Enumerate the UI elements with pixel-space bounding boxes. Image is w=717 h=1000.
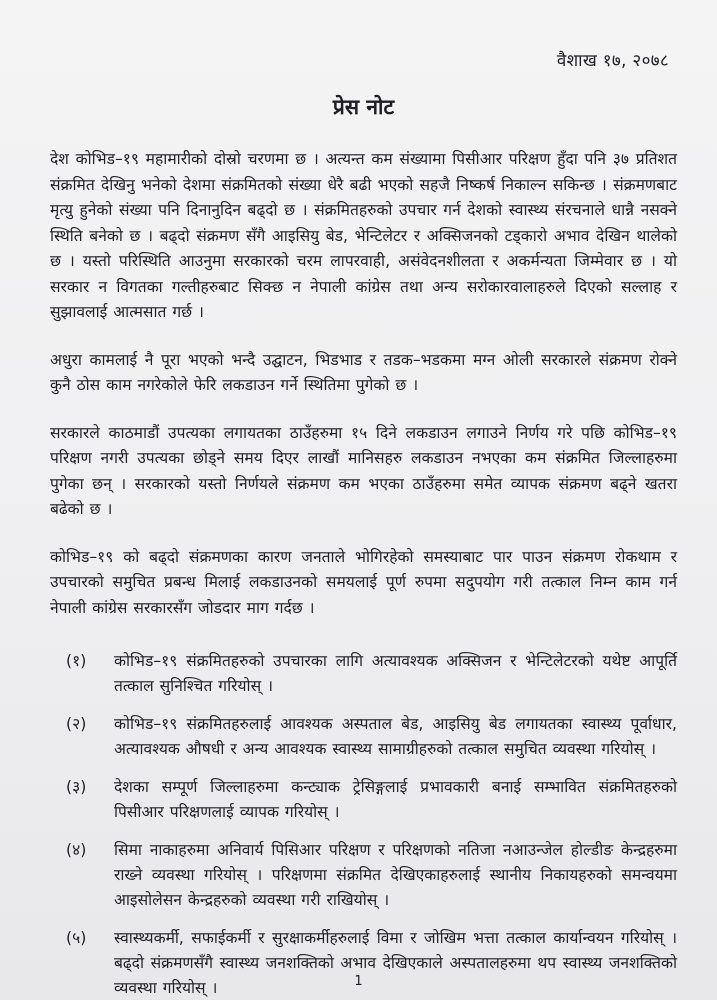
document-title: प्रेस नोट [332,95,395,119]
list-item-number: (५) [66,929,87,947]
list-item-number: (४) [66,841,87,859]
list-item [50,775,677,825]
document-date: वैशाख १७, २०७८ [556,51,669,71]
paragraph-1: देश कोभिड–१९ महामारीको दोस्रो चरणमा छ । अत्यन्त कम संख्यामा पिसीआर परिक्षण हुँदा पनि ३७ प्रतिशत संक्रमित देखिनु भनेको देशमा संक्रमितको संख्या धेरै बढी भएको सहजै निष्कर्ष निकाल्न सकिन्छ । संक्रमणबाट मृत्यु हुनेको संख्या पनि दिनानुदिन बढ्दो छ । संक्रमितहरुको उपचार गर्न देशको स्वास्थ्य संरचनाले धान्नै नसक्ने स्थिति बनेको छ । बढ्दो संक्रमण सँगै आइसियु बेड, भेन्टिलेटर र अक्सिजनको टड्कारो अभाव देखिन थालेको छ । यस्तो परिस्थिति आउनुमा सरकारको चरम लापरवाही, असंवेदनशीलता र अकर्मन्यता जिम्मेवार छ । यो सरकार न विगतका गल्तीहरुबाट सिक्छ न नेपाली कांग्रेस तथा अन्य सरोकारवालाहरुले दिएको सल्लाह र सुझावलाई आत्मसात गर्छ । [50,150,678,321]
list-item-text: सिमा नाकाहरुमा अनिवार्य पिसिआर परिक्षण र परिक्षणको नतिजा नआउन्जेल होल्डीङ केन्द्रहरुमा राख्ने व्यवस्था गरियोस् । परिक्षणमा संक्रमित देखिएकाहरुलाई स्थानीय निकायहरुको समन्वयमा आइसोलेसन केन्द्रहरुको व्यवस्था गरी राखियोस् । [114,841,677,909]
list-item-text: देशका सम्पूर्ण जिल्लाहरुमा कन्ट्याक ट्रेसिङ्गलाई प्रभावकारी बनाई सम्भावित संक्रमितहरुको पिसीआर परिक्षणलाई व्यापक गरियोस् । [114,778,677,821]
demand-list [50,649,677,1000]
list-item-number: (३) [66,778,87,796]
list-item-text: कोभिड–१९ संक्रमितहरुको उपचारका लागि अत्यावश्यक अक्सिजन र भेन्टिलेटरको यथेष्ट आपूर्ति तत्काल सुनिश्चित गरियोस् । [114,652,677,695]
page-number: 1 [354,974,363,989]
paragraph-2: अधुरा कामलाई नै पूरा भएको भन्दै उद्घाटन, भिडभाड र तडक–भडकमा मग्न ओली सरकारले संक्रमण रोक्ने कुनै ठोस काम नगरेकोले फेरि लकडाउन गर्ने स्थितिमा पुगेको छ । [50,350,677,394]
list-item [50,712,677,762]
list-item-number: (१) [66,652,87,670]
list-item-text: स्वास्थ्यकर्मी, सफाईकर्मी र सुरक्षाकर्मीहरुलाई विमा र जोखिम भत्ता तत्काल कार्यान्वयन गरियोस् । बढ्दो संक्रमणसँगै स्वास्थ्य जनशक्तिको अभाव देखिएकाले अस्पतालहरुमा थप स्वास्थ्य जनशक्तिको व्यवस्था गरियोस् । [114,929,677,997]
list-item-text: कोभिड–१९ संक्रमितहरुलाई आवश्यक अस्पताल बेड, आइसियु बेड लगायतका स्वास्थ्य पूर्वाधार, अत्यावश्यक औषधी र अन्य आवश्यक स्वास्थ्य सामाग्रीहरुको तत्काल समुचित व्यवस्था गरियोस् । [114,715,677,758]
list-item [50,649,677,699]
paragraph-4: कोभिड–१९ को बढ्दो संक्रमणका कारण जनताले भोगिरहेको समस्याबाट पार पाउन संक्रमण रोकथाम र उपचारको समुचित प्रबन्ध मिलाई लकडाउनको समयलाई पूर्ण रुपमा सदुपयोग गरी तत्काल निम्न काम गर्न नेपाली कांग्रेस सरकारसँग जोडदार माग गर्दछ । [50,547,677,617]
paragraph-3: सरकारले काठमाडौं उपत्यका लगायतका ठाउँहरुमा १५ दिने लकडाउन लगाउने निर्णय गरे पछि कोभिड–१९ परिक्षण नगरी उपत्यका छोड्ने समय दिएर लाखौं मानिसहरु लकडाउन नभएका कम संक्रमित जिल्लाहरुमा पुगेका छन् । सरकारको यस्तो निर्णयले संक्रमण कम भएका ठाउँहरुमा समेत व्यापक संक्रमण बढ्ने खतरा बढेको छ । [50,423,677,518]
list-item [50,838,677,913]
list-item-number: (२) [66,715,87,733]
